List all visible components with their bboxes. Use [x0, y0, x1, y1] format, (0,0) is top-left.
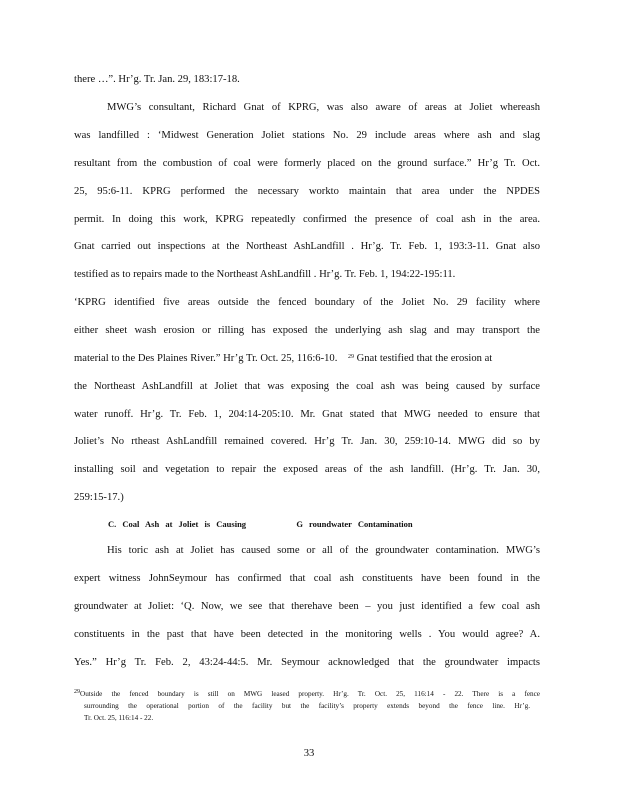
heading-prefix: C. Coal Ash at Joliet is Causing: [108, 519, 247, 529]
body-line-11-text: material to the Des Plaines River.” Hr’g Tr. Oct. 25, 116:6-10.: [74, 353, 338, 364]
body-line-6: permit. In doing this work, KPRG repeatedly confirmed the presence of coal ash in the area.: [74, 214, 540, 225]
body-line-13: water runoff. Hr’g. Tr. Feb. 1, 204:14-205:10. Mr. Gnat stated that MWG needed to ensure that: [74, 409, 540, 420]
body2-line-4: constituents in the past that have been detected in the monitoring wells . You would agree? A.: [74, 629, 540, 640]
body-line-15: installing soil and vegetation to repair the exposed areas of the ash landfill. (Hr’g. Tr. Jan. 30,: [74, 464, 540, 475]
footnote-line-1: [74, 690, 540, 699]
body-line-3: was landfilled : ‘Midwest Generation Joliet stations No. 29 include areas where ash and slag: [74, 130, 540, 141]
body-line-8: testified as to repairs made to the Northeast AshLandfill . Hr’g. Tr. Feb. 1, 194:22-195:11.: [74, 269, 456, 280]
footnote-ref-29[interactable]: 29: [347, 354, 354, 360]
body2-line-1: His toric ash at Joliet has caused some or all of the groundwater contamination. MWG’s: [107, 545, 540, 556]
footnote-number: 29: [74, 689, 80, 695]
body-line-1: there …”. Hr’g. Tr. Jan. 29, 183:17-18.: [74, 74, 240, 85]
body-line-12: the Northeast AshLandfill at Joliet that was exposing the coal ash was being caused by surface: [74, 381, 540, 392]
page-number: 33: [303, 748, 315, 759]
body-line-16: 259:15-17.): [74, 492, 124, 503]
body2-line-3: groundwater at Joliet: ‘Q. Now, we see that therehave been – you just identified a few coal ash: [74, 601, 540, 612]
body-line-9: ‘KPRG identified five areas outside the fenced boundary of the Joliet No. 29 facility where: [74, 297, 540, 308]
footnote-line-2: surrounding the operational portion of the facility but the facility’s property extends beyond the fence line. Hr’g.: [84, 702, 530, 710]
footnote-line-3: Tr. Oct. 25, 116:14 - 22.: [84, 714, 154, 722]
body-line-11: [74, 352, 540, 365]
body-line-11-tail: Gnat testified that the erosion at: [356, 353, 493, 364]
body-line-4: resultant from the combustion of coal were formerly placed on the ground surface.” Hr’g Tr. Oct.: [74, 158, 540, 169]
body-line-14: Joliet’s No rtheast AshLandfill remained covered. Hr’g Tr. Jan. 30, 259:10-14. MWG did so by: [74, 436, 540, 447]
section-heading: [108, 519, 413, 529]
body-line-7: Gnat carried out inspections at the Northeast AshLandfill . Hr’g. Tr. Feb. 1, 193:3-11. Gnat also: [74, 241, 540, 252]
body-line-2: MWG’s consultant, Richard Gnat of KPRG, was also aware of areas at Joliet whereash: [107, 102, 540, 113]
body-line-10: either sheet wash erosion or rilling has exposed the underlying ash slag and may transport the: [74, 325, 540, 336]
footnote-line-1-text: Outside the fenced boundary is still on MWG leased property. Hr’g. Tr. Oct. 25, 116:14 - 22. There is a fence: [80, 690, 540, 698]
body2-line-2: expert witness JohnSeymour has confirmed that coal ash constituents have been found in the: [74, 573, 540, 584]
body-line-5: 25, 95:6-11. KPRG performed the necessary workto maintain that area under the NPDES: [74, 186, 540, 197]
heading-suffix: G roundwater Contamination: [296, 519, 413, 529]
body2-line-5: Yes.” Hr’g Tr. Feb. 2, 43:24-44:5. Mr. Seymour acknowledged that the groundwater impacts: [74, 657, 540, 668]
